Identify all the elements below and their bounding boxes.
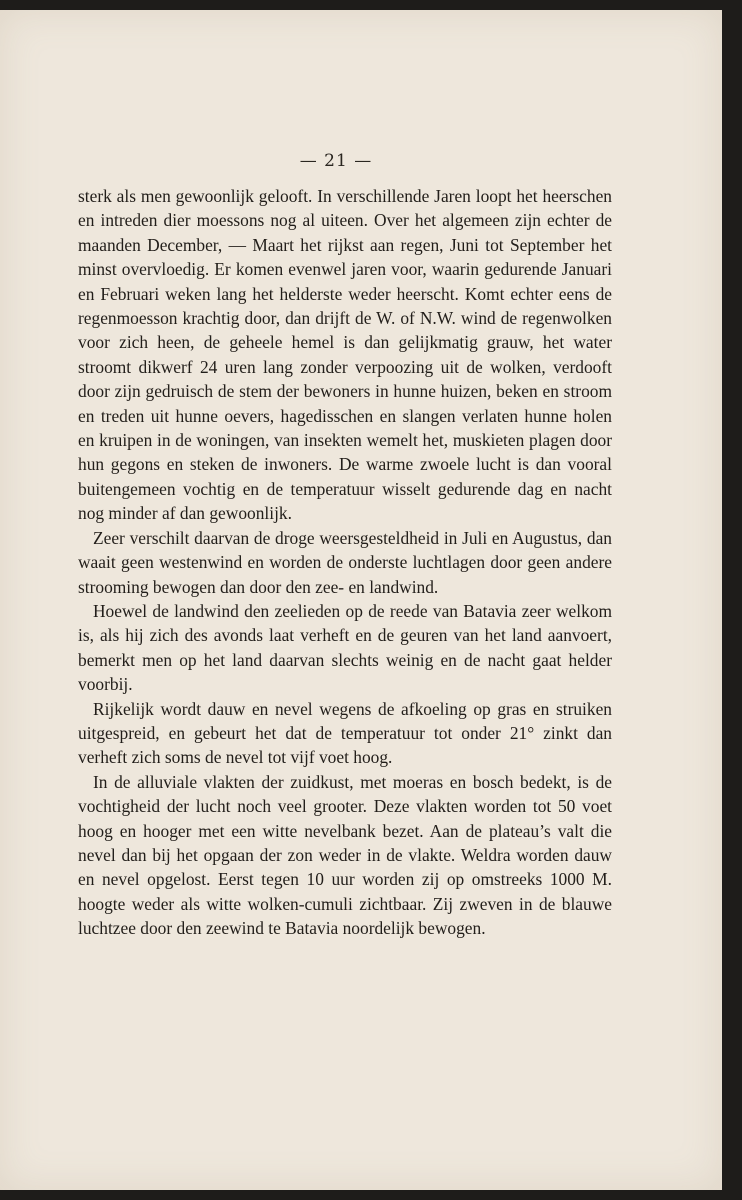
paragraph-4: Rijkelijk wordt dauw en nevel wegens de afkoeling op gras en struiken uitgespreid, en gebeurt het dat de temperatuur tot onder 21° zinkt dan verheft zich soms de nevel tot vijf voet hoog. — [78, 698, 612, 768]
book-page — [0, 10, 722, 1190]
paragraph-5: In de alluviale vlakten der zuidkust, met moeras en bosch bedekt, is de vochtigheid der lucht noch veel grooter. Deze vlakten worden tot 50 voet hoog en hooger met een witte nevelbank bezet. Aan de plateau’s valt die nevel dan bij het opgaan der zon weder in de vlakte. Weldra worden dauw en nevel opgelost. Eerst tegen 10 uur worden zij op omstreeks 1000 M. hoogte weder als witte wolken-cumuli zichtbaar. Zij zweven in de blauwe luchtzee door den zeewind te Batavia noordelijk bewogen. — [78, 771, 612, 939]
paragraph-2: Zeer verschilt daarvan de droge weersgesteldheid in Juli en Augustus, dan waait geen westenwind en worden de onderste luchtlagen door geen andere strooming bewogen dan door den zee- en landwind. — [78, 527, 612, 597]
page-number: — 21 — — [299, 151, 373, 171]
text-body — [78, 184, 612, 941]
paragraph-3: Hoewel de landwind den zeelieden op de reede van Batavia zeer welkom is, als hij zich des avonds laat verheft en de geuren van het land aanvoert, bemerkt men op het land daarvan slechts weinig en de nacht gaat helder voorbij. — [78, 600, 612, 695]
paragraph-1: sterk als men gewoonlijk gelooft. In verschillende Jaren loopt het heerschen en intreden dier moessons nog al uiteen. Over het algemeen zijn echter de maanden December, — Maart het rijkst aan regen, Juni tot September het minst overvloedig. Er komen evenwel jaren voor, waarin gedurende Januari en Februari weken lang het helderste weder heerscht. Komt echter eens de regenmoesson krachtig door, dan drijft de W. of N.W. wind de regenwolken voor zich heen, de geheele hemel is dan gelijkmatig grauw, het water stroomt dikwerf 24 uren lang zonder verpoozing uit de wolken, verdooft door zijn gedruisch de stem der bewoners in hunne huizen, beken en stroom en treden uit hunne oevers, hagedisschen en slangen verlaten hunne holen en kruipen in de woningen, van insekten wemelt het, muskieten plagen door hun gegons en steken de inwoners. De warme zwoele lucht is dan vooral buitengemeen vochtig en de temperatuur wisselt gedurende dag en nacht nog minder af dan gewoonlijk. — [78, 186, 612, 524]
